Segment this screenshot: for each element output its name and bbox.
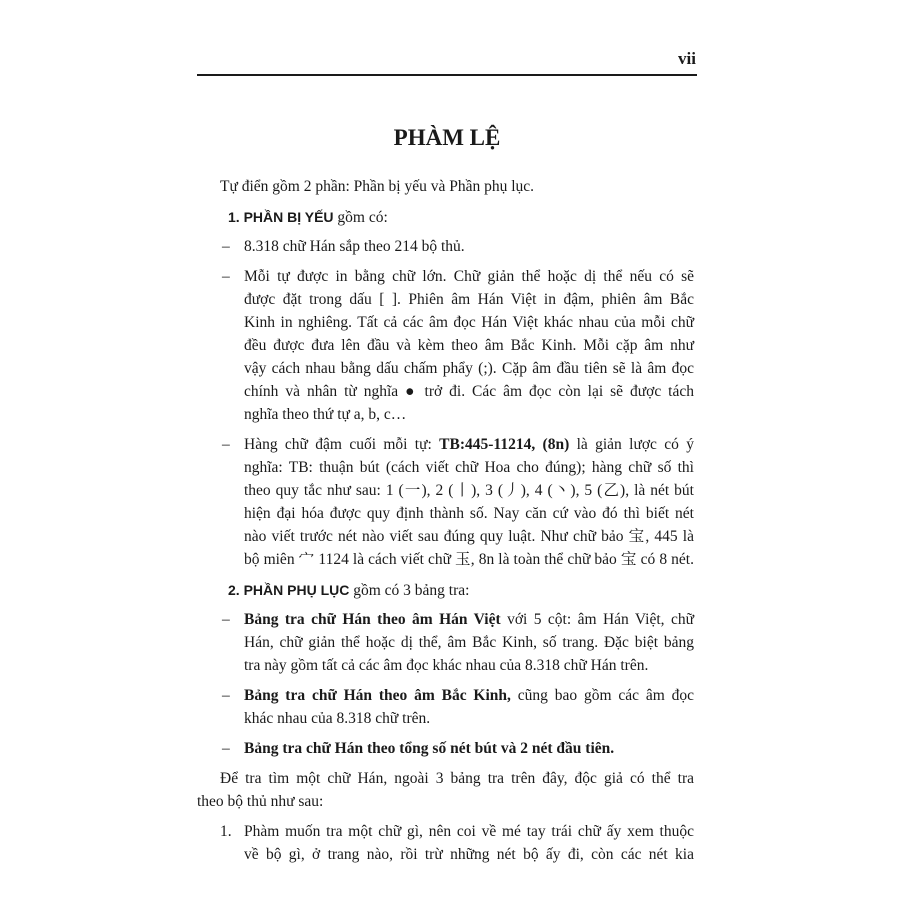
- dash-marker: –: [222, 268, 230, 285]
- section1-item1: 8.318 chữ Hán sắp theo 214 bộ thủ.: [244, 238, 465, 255]
- section2-suffix: gồm có 3 bảng tra:: [349, 582, 470, 599]
- dash-marker: –: [222, 238, 230, 255]
- section2-item2-line: khác nhau của 8.318 chữ trên.: [244, 710, 431, 727]
- section1-item3-line: [244, 435, 694, 455]
- section1-suffix: gồm có:: [333, 209, 388, 226]
- section1-title: PHẦN BỊ YẾU: [243, 209, 334, 225]
- section1-item3-line: nào viết trước nét nào viết sau đúng quy luật. Như chữ bảo 宝, 445 là: [244, 528, 694, 545]
- table-name: Bảng tra chữ Hán theo âm Bắc Kinh,: [244, 687, 511, 704]
- intro-paragraph: Tự điển gồm 2 phần: Phần bị yếu và Phần phụ lục.: [220, 178, 535, 195]
- section1-item2-line: được đặt trong dấu [ ]. Phiên âm Hán Việt in đậm, phiên âm Bắc: [244, 291, 694, 308]
- section2-item1-line: [244, 610, 694, 630]
- text-run: với 5 cột: âm Hán Việt, chữ: [500, 611, 694, 628]
- table-name: Bảng tra chữ Hán theo âm Hán Việt: [244, 611, 501, 628]
- section1-item2-line: đều được đưa lên đầu và kèm theo âm Bắc Kinh. Mỗi cặp âm như: [244, 337, 694, 354]
- section1-item2-line: vậy cách nhau bằng dấu chấm phẩy (;). Cặp âm đầu tiên sẽ là âm đọc: [244, 360, 694, 377]
- body-paragraph-line: theo bộ thủ như sau:: [197, 793, 324, 810]
- section2-number: 2.: [228, 582, 240, 598]
- section2-item1-line: Hán, chữ giản thể hoặc dị thể, âm Bắc Kinh, số trang. Đặc biệt bảng: [244, 634, 694, 651]
- section1-item2-line: Mỗi tự được in bằng chữ lớn. Chữ giản thể hoặc dị thể nếu có sẽ: [244, 268, 694, 285]
- body-paragraph-line: Để tra tìm một chữ Hán, ngoài 3 bảng tra trên đây, độc giả có thể tra: [220, 770, 694, 787]
- section1-heading: [228, 207, 388, 228]
- numbered-item-number: 1.: [220, 823, 232, 840]
- page-number: vii: [678, 49, 696, 68]
- text-run: là giản lược có ý: [569, 436, 694, 453]
- header-rule: [197, 74, 697, 76]
- text-run: cũng bao gồm các âm đọc: [510, 687, 694, 704]
- dash-marker: –: [222, 611, 230, 628]
- stroke-code: TB:445-11214, (8n): [439, 436, 570, 453]
- numbered-item-line: Phàm muốn tra một chữ gì, nên coi về mé tay trái chữ ấy xem thuộc: [244, 823, 694, 840]
- section1-item3-line: hiện đại hóa được quy định thành số. Nay căn cứ vào đó thì biết nét: [244, 505, 694, 522]
- section1-item3-line: theo quy tắc như sau: 1 (一), 2 (丨), 3 (丿), 4 (丶), 5 (乙), là nét bút: [244, 482, 694, 499]
- section2-item2-line: [244, 686, 694, 706]
- section2-item1-line: tra này gồm tất cả các âm đọc khác nhau của 8.318 chữ Hán trên.: [244, 657, 649, 674]
- section1-item2-line: nghĩa theo thứ tự a, b, c…: [244, 406, 407, 423]
- dash-marker: –: [222, 740, 230, 757]
- dash-marker: –: [222, 687, 230, 704]
- text-run: Hàng chữ đậm cuối mỗi tự:: [244, 436, 440, 453]
- section1-item2-line: chính và nhân từ nghĩa ● trở đi. Các âm đọc còn lại sẽ được tách: [244, 383, 694, 400]
- section1-number: 1.: [228, 209, 240, 225]
- section2-heading: [228, 580, 469, 601]
- section2-title: PHẦN PHỤ LỤC: [243, 582, 350, 598]
- section1-item2-line: Kinh in nghiêng. Tất cả các âm đọc Hán Việt khác nhau của mỗi chữ: [244, 314, 694, 331]
- section1-item3-line: bộ miên 宀 1124 là cách viết chữ 玉, 8n là toàn thể chữ bảo 宝 có 8 nét.: [244, 551, 694, 568]
- dash-marker: –: [222, 436, 230, 453]
- page-title: PHÀM LỆ: [393, 125, 501, 150]
- numbered-item-line: về bộ gì, ở trang nào, rồi trừ những nét bộ ấy đi, còn các nét kia: [244, 846, 694, 863]
- section1-item3-line: nghĩa: TB: thuận bút (cách viết chữ Hoa cho đúng); hàng chữ số thì: [244, 459, 694, 476]
- section2-item3: Bảng tra chữ Hán theo tổng số nét bút và 2 nét đầu tiên.: [244, 740, 615, 757]
